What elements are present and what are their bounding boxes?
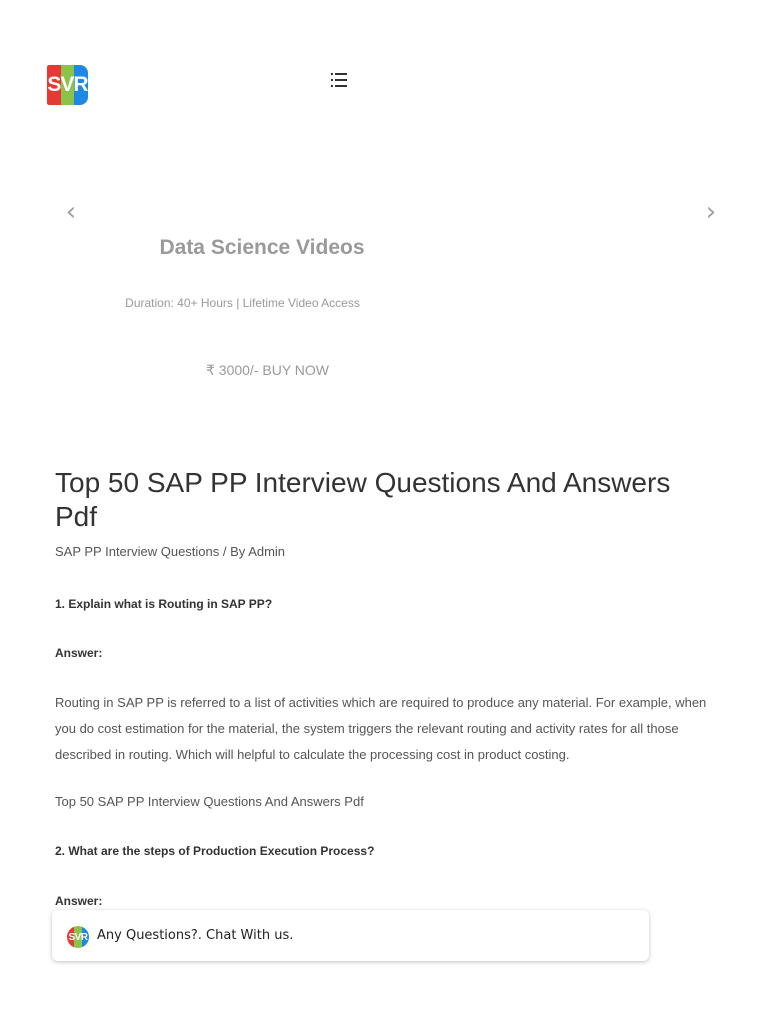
author-link[interactable]: Admin bbox=[248, 544, 286, 559]
chat-label: Any Questions?. Chat With us. bbox=[97, 928, 294, 943]
chat-widget-bar[interactable] bbox=[52, 910, 649, 961]
slider-next-arrow-icon[interactable]: › bbox=[705, 197, 717, 227]
logo-text: SVR bbox=[47, 73, 88, 96]
article-title-repeat: Top 50 SAP PP Interview Questions And Answers Pdf bbox=[55, 794, 364, 809]
meta-separator: / By bbox=[219, 544, 249, 559]
article-meta bbox=[55, 544, 285, 559]
answer-2-label: Answer: bbox=[55, 894, 103, 908]
slide-title: Data Science Videos bbox=[159, 236, 365, 259]
chat-avatar-text: SVR bbox=[68, 931, 88, 943]
slide-duration: Duration: 40+ Hours | Lifetime Video Access bbox=[125, 296, 360, 310]
answer-1-text: Routing in SAP PP is referred to a list of activities which are required to produce any material. For example, when you do cost estimation for the material, the system triggers the relevant routing and activity rates for all those described in routing. Which will helpful to calculate the processing cost in product costing. bbox=[55, 695, 707, 762]
buy-now-button[interactable]: ₹ 3000/- BUY NOW bbox=[205, 362, 330, 378]
question-1-heading: 1. Explain what is Routing in SAP PP? bbox=[55, 597, 273, 611]
menu-list-icon[interactable] bbox=[331, 73, 348, 87]
chat-avatar-icon bbox=[67, 926, 89, 948]
question-2-heading: 2. What are the steps of Production Execution Process? bbox=[55, 844, 375, 858]
article-title: Top 50 SAP PP Interview Questions And Answers Pdf bbox=[55, 467, 671, 532]
slider-prev-arrow-icon[interactable]: ‹ bbox=[65, 197, 77, 227]
category-link[interactable]: SAP PP Interview Questions bbox=[55, 544, 220, 559]
answer-1-label: Answer: bbox=[55, 646, 103, 660]
site-logo[interactable] bbox=[47, 65, 88, 105]
